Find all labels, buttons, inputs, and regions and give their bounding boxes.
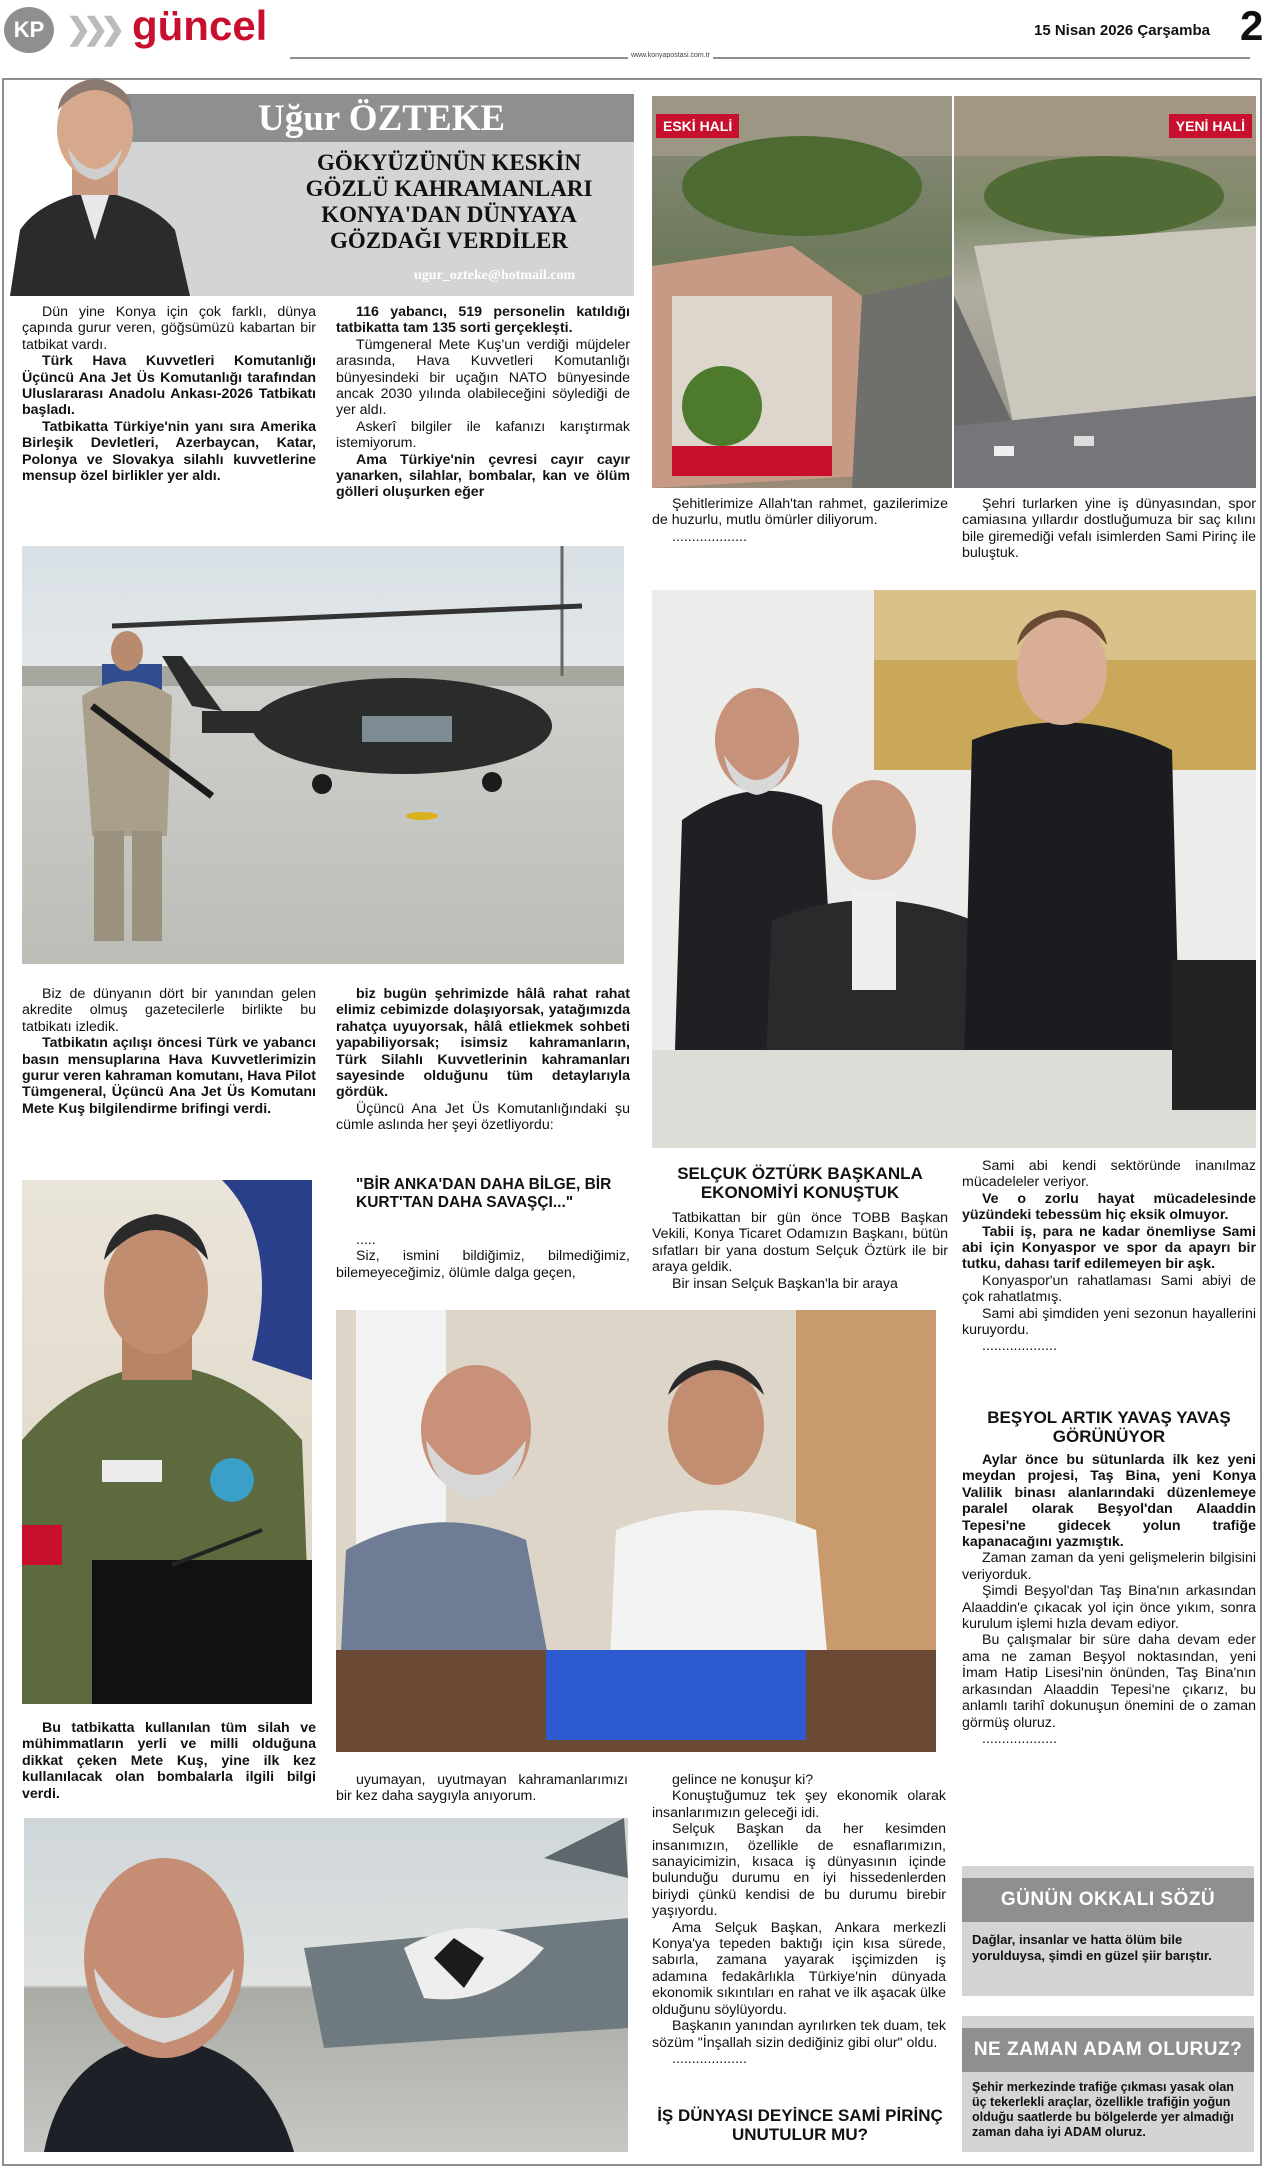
selcuk-text-a <box>652 1210 948 1292</box>
col4-text-b <box>962 1158 1256 1355</box>
col2-text-c <box>336 1232 630 1281</box>
paragraph: uyumayan, uyutmayan kahramanlarımızı bir kez daha saygıyla anıyorum. <box>336 1772 628 1805</box>
question-box-title: NE ZAMAN ADAM OLURUZ? <box>962 2028 1254 2072</box>
paragraph: Tümgeneral Mete Kuş'un verdiği müjdeler arasında, Hava Kuvvetleri Komutanlığı bünyesindeki bir uçağın NATO bünyesinde ancak 2030 yılında olabileceğini söylediği de yer aldı. <box>336 336 630 419</box>
paragraph: Şimdi Beşyol'dan Taş Bina'nın arkasından Alaaddin'e çıkacak yol için önce yıkım, sonra kurulum işlemi hızla devam ediyor. <box>962 1583 1256 1633</box>
paragraph: Zaman zaman da yeni gelişmelerin bilgisini veriyorduk. <box>962 1550 1256 1583</box>
paragraph: Ama Selçuk Başkan, Ankara merkezli Konya'ya tepeden baktığı için kısa sürede, sabırla, zamana yayarak işçimizden iş adamına fedakârlıkla Türkiye'nin dünyada ekonomik sıkıntıları en rahat ve ilk aşacak ülke olduğunu söylüyordu. <box>652 1919 946 2018</box>
paragraph: Selçuk Başkan da her kesimden insanımızın, özellikle de esnaflarımızın, sanayicimizin, kısaca iş dünyasının içinde bulunduğu durumu en iyi hissedenlerden biriydi çünkü kendisi de bu durumu birebir yaşıyordu. <box>652 1821 946 1920</box>
column-headline: GÖKYÜZÜNÜN KESKİN GÖZLÜ KAHRAMANLARI KONYA'DAN DÜNYAYA GÖZDAĞI VERDİLER <box>305 150 593 253</box>
new-label: YENİ HALİ <box>1169 114 1252 138</box>
paragraph: biz bugün şehrimizde hâlâ rahat rahat elimiz cebimizde dolaşıyorsak, yatağımızda rahatça uyuyorsak, hâlâ etliekmek sohbeti yapabiliyorsak; isimsiz kahramanların, Türk Silahlı Kuvvetlerinin kahramanları sayesinde olduğunu tüm detaylarıyla gördük. <box>336 986 630 1101</box>
paragraph: Şehitlerimize Allah'tan rahmet, gazilerimize de huzurlu, mutlu ömürler diliyorum. <box>652 496 948 529</box>
besyol-text <box>962 1452 1256 1747</box>
paragraph: Sami abi kendi sektöründe inanılmaz mücadeleler veriyor. <box>962 1158 1256 1191</box>
quote-box <box>962 1866 1254 1996</box>
paragraph: Aylar önce bu sütunlarda ilk kez yeni meydan projesi, Taş Bina, yeni Konya Valilik binası alanlarındaki düzenlemeye paralel olarak Beşyol'dan Alaaddin Tepesi'ne gidecek yolun trafiğe kapanacağını yazmıştık. <box>962 1452 1256 1551</box>
col1-text-c <box>22 1720 316 1802</box>
col2-text-b <box>336 986 630 1134</box>
col4-text-a <box>962 496 1256 562</box>
paragraph: ................... <box>982 1338 1057 1355</box>
paragraph: 116 yabancı, 519 personelin katıldığı tatbikatta tam 135 sorti gerçekleşti. <box>336 304 630 337</box>
paragraph: Bu çalışmalar bir süre daha devam eder ama ne zaman Beşyol noktasından, yeni İmam Hatip Lisesi'nin önünden, Taş Bina'nın arkasından Alaaddin Tepesi'ne çıkarız, bu anlamlı tarihî dokunuşun önemini de o zaman görmüş oluruz. <box>962 1632 1256 1731</box>
selcuk-ozturk-photo <box>336 1310 936 1752</box>
bottom-title: İŞ DÜNYASI DEYİNCE SAMİ PİRİNÇ UNUTULUR MU? <box>657 2106 943 2144</box>
author-name: Uğur ÖZTEKE <box>258 98 506 139</box>
paragraph: Üçüncü Ana Jet Üs Komutanlığındaki şu cümle aslında her şeyi özetliyordu: <box>336 1100 630 1134</box>
chevron-icon: ❯❯❯ <box>66 13 118 46</box>
col1-text-a <box>22 304 316 484</box>
paragraph: Siz, ismini bildiğimiz, bilmediğimiz, bilemeyeceğimiz, ölümle dalga geçen, <box>336 1248 630 1281</box>
author-portrait <box>0 40 198 296</box>
paragraph: Bir insan Selçuk Başkan'la bir araya <box>672 1275 898 1292</box>
site-url[interactable]: www.konyapostasi.com.tr <box>628 52 713 59</box>
paragraph: Tatbikatın açılışı öncesi Türk ve yabancı basın mensuplarına Hava Kuvvetlerimizin gurur veren kahraman komutanı, Hava Pilot Tümgeneral, Üçüncü Ana Jet Üs Komutanı Mete Kuş bilgilendirme brifingi verdi. <box>22 1035 316 1117</box>
paragraph: Askerî bilgiler ile kafanızı karıştırmak istemiyorum. <box>336 418 630 452</box>
helicopter-photo <box>22 546 624 964</box>
old-label: ESKİ HALİ <box>656 114 739 138</box>
col1-text-b <box>22 986 316 1117</box>
col2-text-d <box>336 1772 628 1805</box>
selcuk-title: SELÇUK ÖZTÜRK BAŞKANLA EKONOMİYİ KONUŞTUK <box>677 1164 923 1202</box>
paragraph: Türk Hava Kuvvetleri Komutanlığı Üçüncü Ana Jet Üs Komutanlığı tarafından Uluslararası Anadolu Ankası-2026 Tatbikatı başladı. <box>22 353 316 419</box>
paragraph: gelince ne konuşur ki? <box>672 1772 814 1788</box>
paragraph: Tatbikattan bir gün önce TOBB Başkan Vekili, Konya Ticaret Odamızın Başkanı, bütün sıfatları bir yana dostum Selçuk Öztürk ile bir araya geldik. <box>652 1210 948 1276</box>
masthead-rule <box>290 57 1250 59</box>
selcuk-text-b <box>652 1772 946 2067</box>
question-box-text: Şehir merkezinde trafiğe çıkması yasak olan üç tekerlekli araçlar, özellikle trafiğin yoğun olduğu saatlerde bu bölgelerde yer almadığı zaman daha iyi ADAM oluruz. <box>972 2080 1234 2139</box>
paragraph: Konyaspor'un rahatlaması Sami abiyi de çok rahatlatmış. <box>962 1272 1256 1306</box>
paragraph: Konuştuğumuz tek şey ekonomik olarak insanlarımızın geleceği idi. <box>652 1788 946 1821</box>
paragraph: ................... <box>672 528 747 545</box>
paragraph: Şehri turlarken yine iş dünyasından, spor camiasına yıllardır dostluğumuza bir saç kılını bile giremediği vefalı isimlerden Sami Pirinç ile buluştuk. <box>962 496 1256 562</box>
quote-box-title: GÜNÜN OKKALI SÖZÜ <box>962 1878 1254 1922</box>
paragraph: ................... <box>982 1730 1057 1747</box>
question-box <box>962 2016 1254 2152</box>
paragraph: Tatbikatta Türkiye'nin yanı sıra Amerika Birleşik Devletleri, Azerbaycan, Katar, Polonya ve Slovakya silahlı kuvvetlerine mensup özel birlikler yer aldı. <box>22 418 316 485</box>
author-email[interactable]: ugur_ozteke@hotmail.com <box>414 268 576 283</box>
paragraph: Başkanın yanından ayrılırken tek duam, tek sözüm "İnşallah sizin dediğiniz gibi olur" oldu. <box>652 2018 946 2051</box>
paragraph: ................... <box>672 2050 747 2067</box>
sami-pirinc-photo <box>652 590 1256 1148</box>
col2-text-a <box>336 304 630 501</box>
general-photo <box>22 1180 312 1704</box>
col3-text-a <box>652 496 948 545</box>
anka-quote: "BİR ANKA'DAN DAHA BİLGE, BİR KURT'TAN DAHA SAVAŞÇI..." <box>356 1176 612 1211</box>
besyol-title: BEŞYOL ARTIK YAVAŞ YAVAŞ GÖRÜNÜYOR <box>987 1408 1231 1446</box>
paragraph: ..... <box>356 1232 376 1248</box>
paragraph: Tabii iş, para ne kadar önemliyse Sami abi için Konyaspor ve spor da apayrı bir tutku, dahası tarif edilemeyen bir aşk. <box>962 1223 1256 1273</box>
section-title: güncel <box>132 2 268 49</box>
jet-selfie-photo <box>24 1818 628 2152</box>
paragraph: Dün yine Konya için çok farklı, dünya çapında gurur veren, göğsümüzü kabartan bir tatbikat vardı. <box>22 304 316 353</box>
paragraph: Ama Türkiye'nin çevresi cayır cayır yanarken, silahlar, bombalar, kan ve ölüm gölleri oluşurken eğer <box>336 451 630 501</box>
paragraph: Ve o zorlu hayat mücadelesinde yüzündeki tebessüm hiç eksik olmuyor. <box>962 1190 1256 1224</box>
paragraph: Bu tatbikatta kullanılan tüm silah ve mühimmatların yerli ve milli olduğuna dikkat çeken Mete Kuş, yine ilk kez kullanılacak olan bombalarla ilgili bilgi verdi. <box>22 1720 316 1802</box>
new-city-photo <box>954 96 1256 488</box>
paragraph: Sami abi şimdiden yeni sezonun hayallerini kuruyordu. <box>962 1305 1256 1339</box>
logo: KP <box>4 7 54 53</box>
old-city-photo <box>652 96 952 488</box>
paragraph: Biz de dünyanın dört bir yanından gelen akredite olmuş gazetecilerle birlikte bu tatbikatı izledik. <box>22 986 316 1035</box>
quote-box-text: Dağlar, insanlar ve hatta ölüm bile yorulduysa, şimdi en güzel şiir barıştır. <box>972 1932 1212 1963</box>
issue-date: 15 Nisan 2026 Çarşamba <box>1034 22 1210 39</box>
page-number: 2 <box>1240 2 1264 49</box>
